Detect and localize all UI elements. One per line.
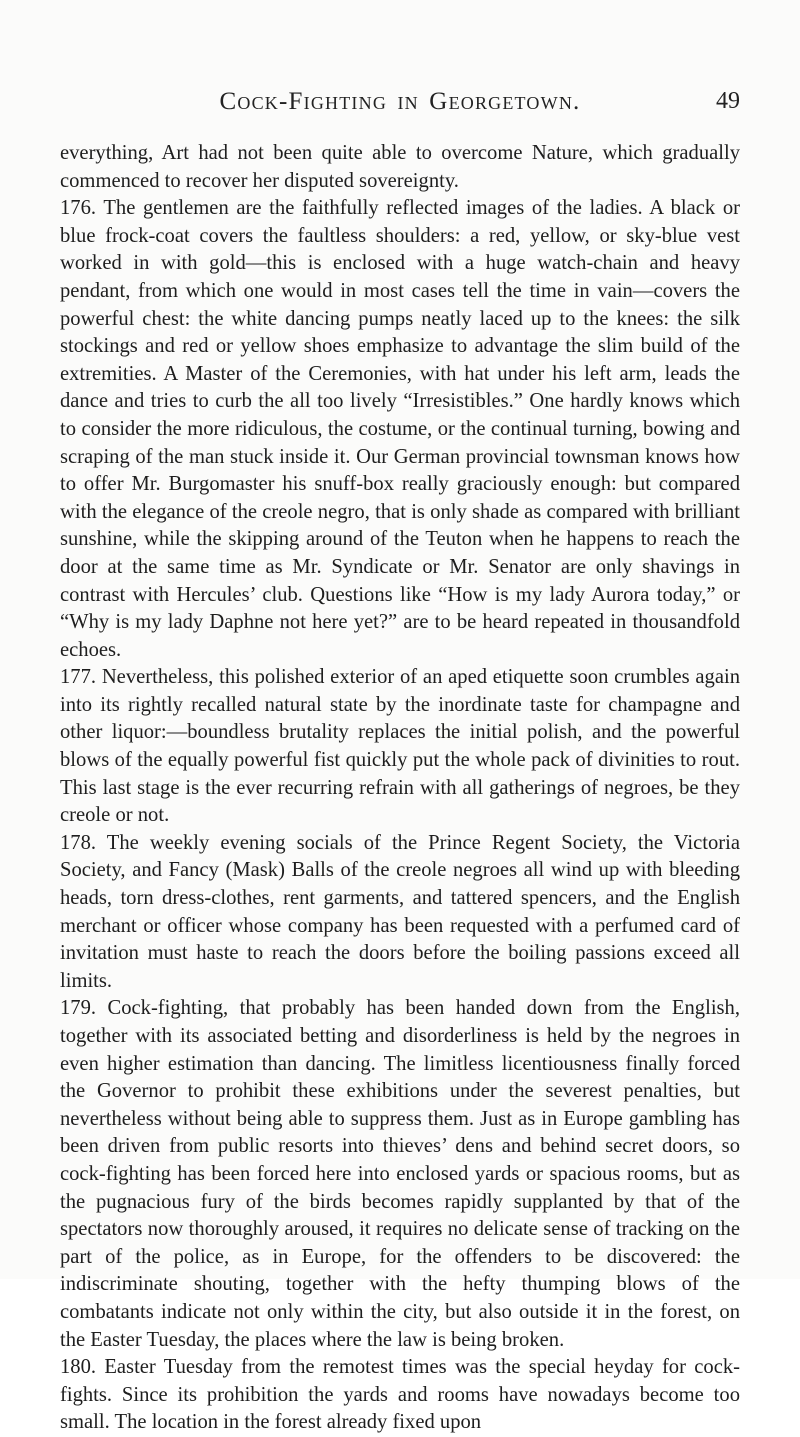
running-head — [60, 82, 740, 122]
paragraph-178: 178. The weekly evening socials of the Prince Regent Society, the Victoria Society, and Fancy (Mask) Balls of the creole negroes all wind up with bleeding heads, torn dress-clothes, rent garments, and tattered spencers, and the English merchant or officer whose company has been requested with a perfumed card of invitation must haste to reach the doors before the boiling passions exceed all limits. — [60, 831, 740, 992]
body-text — [60, 140, 740, 1437]
paragraph-continuation: everything, Art had not been quite able to overcome Nature, which gradually commenced to recover her disputed sovereignty. — [60, 142, 740, 192]
page-number: 49 — [716, 88, 740, 114]
paragraph-179: 179. Cock-fighting, that probably has been handed down from the English, together with its associated betting and disorderliness is held by the negroes in even higher estimation than dancing. The limitless licentiousness finally forced the Governor to prohibit these exhibitions under the severest penalties, but nevertheless without being able to suppress them. Just as in Europe gambling has been driven from public resorts into thieves’ dens and behind secret doors, so cock-fighting has been forced here into enclosed yards or spacious rooms, but as the pugnacious fury of the birds becomes rapidly supplanted by that of the spectators now thoroughly aroused, it requires no delicate sense of tracking on the part of the police, as in Europe, for the offenders to be discovered: the indiscriminate shouting, together with the hefty thumping blows of the combatants indicate not only within the city, but also outside it in the forest, on the Easter Tuesday, the places where the law is being broken. — [60, 997, 740, 1351]
paragraph-177: 177. Nevertheless, this polished exterior of an aped etiquette soon crumbles again into its rightly recalled natural state by the inordinate taste for champagne and other liquor:—boundless brutality replaces the initial polish, and the powerful blows of the equally powerful fist quickly put the whole pack of divinities to rout. This last stage is the ever recurring refrain with all gatherings of negroes, be they creole or not. — [60, 666, 740, 827]
paragraph-180: 180. Easter Tuesday from the remotest times was the special heyday for cock-fights. Since its prohibition the yards and rooms have nowadays become too small. The location in the forest already fixed upon — [60, 1356, 740, 1434]
running-title: Cock-Fighting in Georgetown. — [219, 88, 581, 115]
paragraph-176: 176. The gentlemen are the faithfully reflected images of the ladies. A black or blue frock-coat covers the faultless shoulders: a red, yellow, or sky-blue vest worked in with gold—this is enclosed with a huge watch-chain and heavy pendant, from which one would in most cases tell the time in vain—covers the powerful chest: the white dancing pumps neatly laced up to the knees: the silk stockings and red or yellow shoes emphasize to advantage the slim build of the extremities. A Master of the Ceremonies, with hat under his left arm, leads the dance and tries to curb the all too lively “Irresistibles.” One hardly knows which to consider the more ridiculous, the costume, or the continual turning, bowing and scraping of the man stuck inside it. Our German provincial townsman knows how to offer Mr. Burgomaster his snuff-box really graciously enough: but compared with the elegance of the creole negro, that is only shade as compared with brilliant sunshine, while the skipping around of the Teuton when he happens to reach the door at the same time as Mr. Syndicate or Mr. Senator are only shavings in contrast with Hercules’ club. Questions like “How is my lady Aurora today,” or “Why is my lady Daphne not here yet?” are to be heard repeated in thousandfold echoes. — [60, 197, 740, 661]
